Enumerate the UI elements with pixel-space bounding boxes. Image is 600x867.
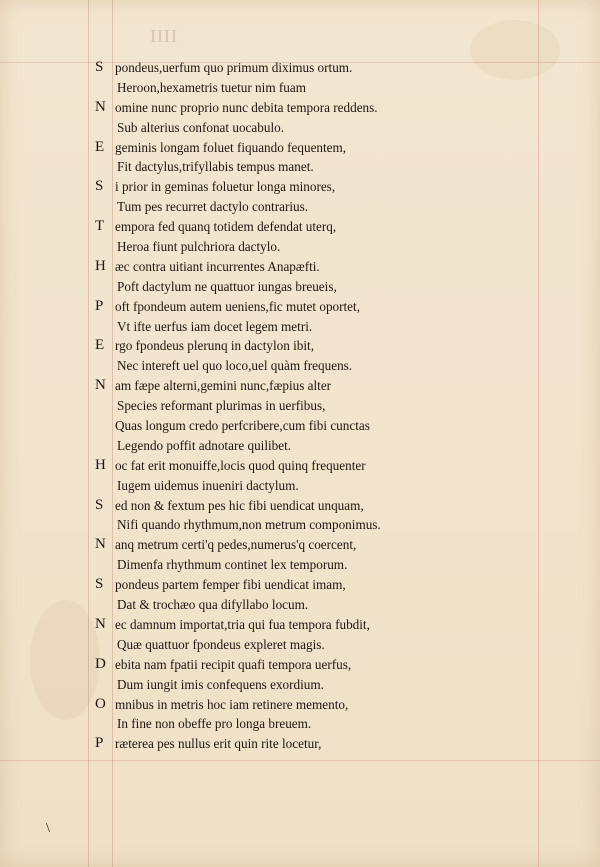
verse-text: ec damnum importat,tria qui fua tempora fubdit, — [115, 616, 370, 632]
verse-line — [95, 396, 525, 416]
verse-line — [95, 714, 525, 734]
verse-line — [95, 476, 525, 496]
initial-letter: P — [95, 735, 104, 752]
verse-text: Dimenfa rhythmum continet lex temporum. — [117, 557, 348, 573]
verse-text: Quas longum credo perfcribere,cum fibi cunctas — [115, 418, 370, 434]
initial-letter: P — [95, 297, 104, 314]
verse-text: oc fat erit monuiffe,locis quod quinq frequenter — [115, 457, 366, 473]
verse-line — [95, 317, 525, 337]
verse-text: am fæpe alterni,gemini nunc,fæpius alter — [115, 378, 332, 394]
verse-text: Poft dactylum ne quattuor iungas breueis, — [117, 278, 337, 294]
verse-line — [95, 695, 525, 715]
verse-line — [95, 416, 525, 436]
folio-number: IIII — [150, 26, 178, 46]
verse-text: ed non & fextum pes hic fibi uendicat unquam, — [115, 497, 364, 513]
verse-line — [95, 376, 525, 396]
initial-letter: S — [95, 178, 104, 195]
verse-text: Quæ quattuor fpondeus expleret magis. — [117, 636, 325, 652]
verse-line — [95, 535, 525, 555]
verse-text: Species reformant plurimas in uerfibus, — [117, 398, 326, 414]
initial-letter: D — [95, 655, 106, 672]
initial-letter: N — [95, 615, 106, 632]
verse-text: ebita nam fpatii recipit quafi tempora uerfus, — [115, 656, 352, 672]
verse-line — [95, 138, 525, 158]
verse-line — [95, 595, 525, 615]
verse-line — [95, 78, 525, 98]
verse-line — [95, 555, 525, 575]
verse-text: oft fpondeum autem ueniens,fic mutet oportet, — [115, 298, 360, 314]
verse-text: Sub alterius confonat uocabulo. — [117, 119, 285, 135]
verse-line — [95, 496, 525, 516]
initial-letter: N — [95, 377, 106, 394]
verse-text: i prior in geminas foluetur longa minores, — [115, 179, 336, 195]
verse-line — [95, 277, 525, 297]
verse-text: Nifi quando rhythmum,non metrum componimus. — [117, 517, 381, 533]
initial-letter: N — [95, 98, 106, 115]
verse-text: pondeus,uerfum quo primum diximus ortum. — [115, 60, 353, 75]
ruling-bottom — [0, 760, 600, 761]
verse-line — [95, 297, 525, 317]
verse-text: Iugem uidemus inueniri dactylum. — [117, 477, 299, 493]
initial-letter: S — [95, 576, 104, 593]
verse-text: Fit dactylus,trifyllabis tempus manet. — [117, 159, 314, 175]
verse-line — [95, 575, 525, 595]
verse-text: Dat & trochæo qua difyllabo locum. — [117, 597, 309, 613]
margin-ruling-left — [88, 0, 89, 867]
verse-line — [95, 456, 525, 476]
initial-letter: S — [95, 59, 104, 75]
initial-letter: T — [95, 218, 105, 235]
verse-text: ræterea pes nullus erit quin rite locetur, — [115, 736, 322, 752]
verse-line — [95, 356, 525, 376]
initial-letter: N — [95, 536, 106, 553]
initial-letter: H — [95, 456, 106, 473]
verse-line — [95, 635, 525, 655]
initial-letter: H — [95, 257, 106, 274]
initial-letter: E — [95, 138, 105, 155]
verse-text: empora fed quanq totidem defendat uterq, — [115, 219, 337, 235]
verse-text-block — [95, 58, 525, 754]
verse-text: Dum iungit imis confequens exordium. — [117, 676, 324, 692]
verse-line — [95, 177, 525, 197]
margin-pen-mark: \ — [46, 821, 50, 836]
verse-text: Heroa fiunt pulchriora dactylo. — [117, 239, 281, 255]
verse-text: anq metrum certi'q pedes,numerus'q coercent, — [115, 537, 357, 553]
verse-text: omine nunc proprio nunc debita tempora reddens. — [115, 99, 378, 115]
verse-line — [95, 675, 525, 695]
verse-line — [95, 157, 525, 177]
verse-text: æc contra uitiant incurrentes Anapæfti. — [115, 258, 320, 274]
verse-line — [95, 734, 525, 754]
verse-line — [95, 515, 525, 535]
verse-text: Tum pes recurret dactylo contrarius. — [117, 199, 309, 215]
verse-text: pondeus partem femper fibi uendicat imam, — [115, 577, 346, 593]
paper-stain — [30, 600, 100, 720]
verse-line — [95, 655, 525, 675]
verse-text: Legendo poffit adnotare quilibet. — [117, 437, 292, 453]
initial-letter: S — [95, 496, 104, 513]
verse-line — [95, 257, 525, 277]
verse-text: Vt ifte uerfus iam docet legem metri. — [117, 318, 313, 334]
verse-line — [95, 436, 525, 456]
margin-ruling-right — [538, 0, 539, 867]
verse-line — [95, 615, 525, 635]
verse-line — [95, 217, 525, 237]
verse-line — [95, 197, 525, 217]
verse-text: Nec intereft uel quo loco,uel quàm frequens. — [117, 358, 353, 374]
initial-letter: E — [95, 337, 105, 354]
verse-text: geminis longam foluet fiquando fequentem, — [115, 139, 347, 155]
initial-letter: O — [95, 695, 106, 712]
verse-text: rgo fpondeus plerunq in dactylon ibit, — [115, 338, 315, 354]
verse-text: Heroon,hexametris tuetur nim fuam — [117, 79, 306, 95]
verse-line — [95, 336, 525, 356]
verse-line — [95, 118, 525, 138]
verse-line — [95, 237, 525, 257]
verse-line — [95, 98, 525, 118]
verse-text: mnibus in metris hoc iam retinere memento, — [115, 696, 349, 712]
verse-text: In fine non obeffe pro longa breuem. — [117, 716, 312, 732]
verse-line — [95, 58, 525, 78]
